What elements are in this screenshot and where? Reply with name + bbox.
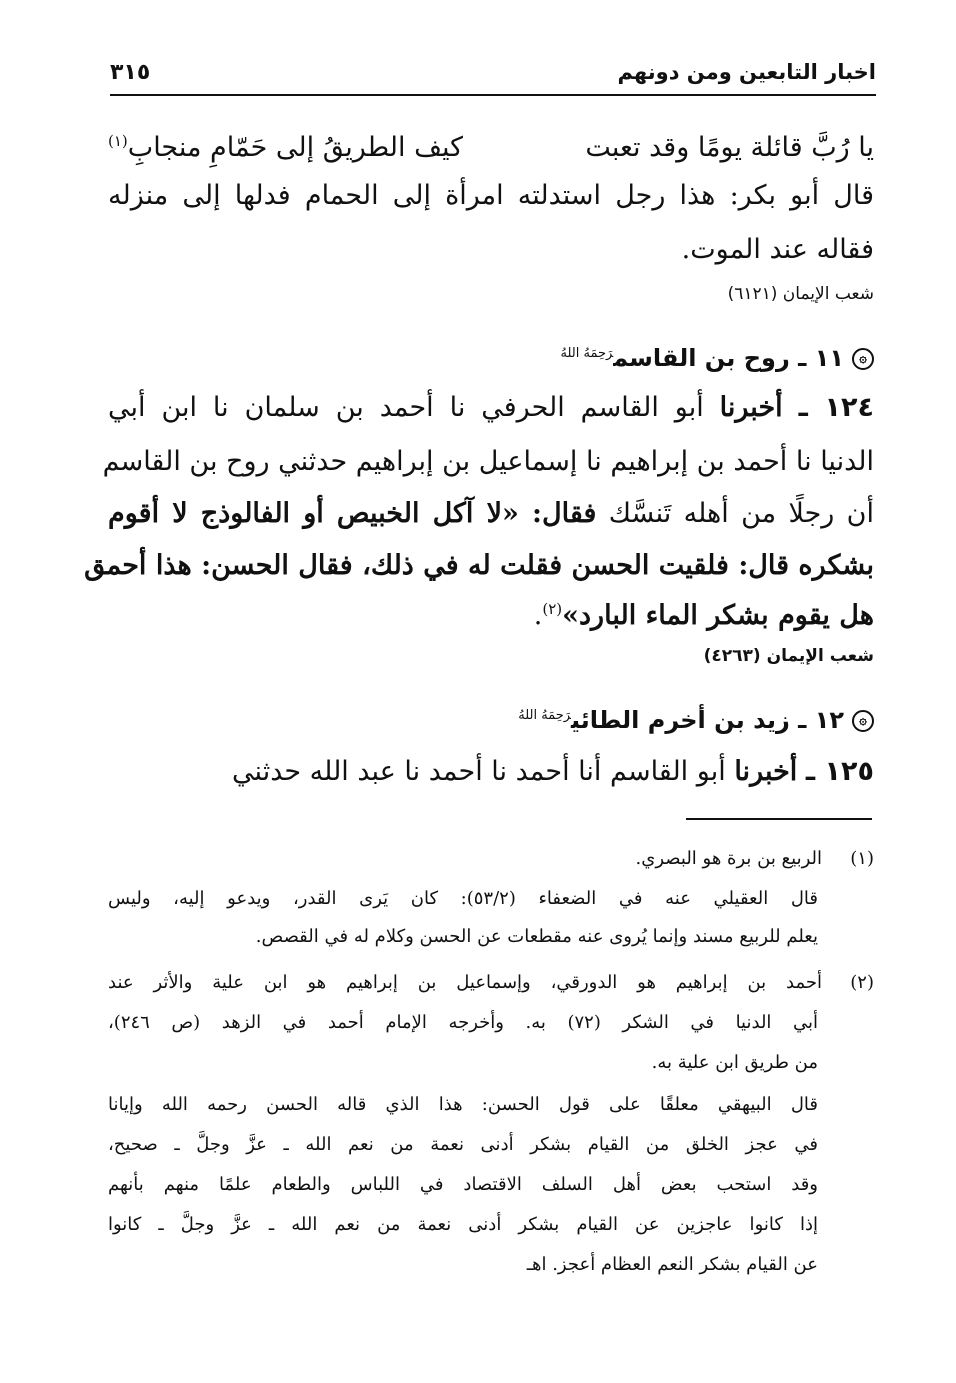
running-title: اخبار التابعين ومن دونهم: [617, 60, 876, 84]
report-124-line-1: ١٢٤ ـ أخبرنا أبو القاسم الحرفي نا أحمد بن سلمان نا ابن أبي: [108, 392, 874, 423]
footnote-line: الربيع بن برة هو البصري.: [635, 848, 822, 869]
footnote-line: وقد استحب بعض أهل السلف الاقتصاد في اللباس والطعام علمًا منهم بأنهم: [108, 1174, 818, 1195]
report-number: ١٢٥ ـ: [805, 756, 874, 787]
source-citation: شعب الإيمان (٤٢٦٣): [703, 646, 874, 666]
report-124-line-3: أن رجلًا من أهله تَنسَّك فقال: «لا آكل الخبيص أو الفالوذج لا أقوم: [108, 498, 874, 529]
footnote-line: قال البيهقي معلقًا على قول الحسن: هذا الذي قاله الحسن رحمه الله وإيانا: [108, 1094, 818, 1115]
footnote-line: من طريق ابن علية به.: [651, 1052, 818, 1073]
footnote-ref: (٢): [542, 600, 563, 618]
section-heading-11: [561, 344, 874, 372]
footnote-line: قال العقيلي عنه في الضعفاء (٥٣/٢): كان يَرى القدر، ويدعو إليه، وليس: [108, 888, 818, 909]
honorific: رَحِمَهُ اللهُ: [518, 708, 571, 723]
verse-hemistich-2: كيف الطريقُ إلى حَمّامِ منجابِ$^{(١)}$: [108, 132, 464, 163]
poetry-verse: [108, 126, 874, 170]
paragraph-line: فقاله عند الموت.: [681, 234, 874, 265]
report-number: ١٢٤ ـ: [798, 392, 874, 423]
footnote-line: عن القيام بشكر النعم العظام أعجز. اهـ: [526, 1254, 818, 1275]
paragraph-line: قال أبو بكر: هذا رجل استدلته امرأة إلى الحمام فدلها إلى منزله: [108, 180, 874, 211]
section-title: ١٢ ـ زيد بن أخرم الطائي: [570, 706, 844, 734]
footnote-line: أبي الدنيا في الشكر (٧٢) به. وأخرجه الإمام أحمد في الزهد (ص ٢٤٦)،: [108, 1012, 818, 1033]
footnote-line: إذا كانوا عاجزين عن القيام بشكر أدنى نعمة من نعم الله ـ عزَّ وجلَّ ـ كانوا: [108, 1214, 818, 1235]
footnote-line: أحمد بن إبراهيم هو الدورقي، وإسماعيل بن إبراهيم هو ابن علية والأثر عند: [108, 972, 822, 993]
section-heading-12: [518, 706, 874, 734]
page-number: ٣١٥: [110, 60, 151, 85]
footnote-mark: (٢): [850, 972, 874, 993]
section-title: ١١ ـ روح بن القاسم: [613, 344, 844, 372]
running-header: [110, 60, 876, 96]
report-lead: أخبرنا: [734, 756, 798, 787]
report-125-line-1: ١٢٥ ـ أخبرنا أبو القاسم أنا أحمد نا أحمد نا عبد الله حدثني: [232, 756, 874, 787]
section-emblem-icon: ۞: [852, 348, 874, 370]
footnote-separator: [686, 818, 872, 820]
footnote-mark: (١): [850, 848, 874, 869]
source-citation: شعب الإيمان (٦١٢١): [727, 284, 874, 304]
report-124-line-5: هل يقوم بشكر الماء البارد»$^{(٢)}$.: [533, 600, 874, 631]
footnote-line: يعلم للربيع مسند وإنما يُروى عنه مقطعات عن الحسن وكلام له في القصص.: [255, 926, 818, 947]
report-124-line-2: الدنيا نا أحمد بن إبراهيم نا إسماعيل بن إبراهيم حدثني روح بن القاسم: [102, 446, 874, 477]
report-lead: أخبرنا: [719, 392, 783, 423]
footnote-ref: (١): [108, 132, 128, 150]
report-124-line-4: بشكره قال: فلقيت الحسن فقلت له في ذلك، فقال الحسن: هذا أحمق: [84, 550, 874, 581]
section-emblem-icon: ۞: [852, 710, 874, 732]
verse-hemistich-1: يا رُبَّ قائلة يومًا وقد تعبت: [585, 132, 874, 163]
honorific: رَحِمَهُ اللهُ: [560, 346, 614, 361]
footnote-line: في عجز الخلق من القيام بشكر أدنى نعمة من نعم الله ـ عزَّ وجلَّ ـ صحيح،: [108, 1134, 818, 1155]
